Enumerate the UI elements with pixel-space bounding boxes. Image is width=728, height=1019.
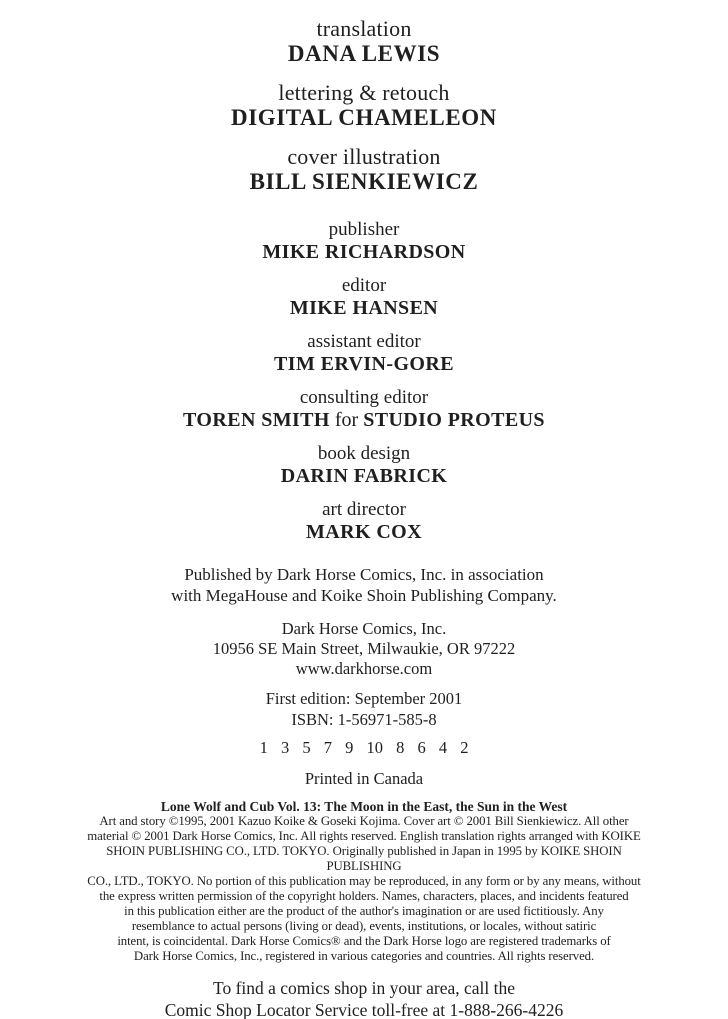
credit-role: consulting editor: [299, 387, 429, 408]
credit-editor: [0, 275, 728, 320]
credit-translation: [0, 16, 728, 67]
credit-role: lettering & retouch: [278, 80, 450, 105]
credit-name: [0, 409, 728, 432]
credit-consulting-editor: [0, 387, 728, 432]
credit-role: cover illustration: [287, 144, 441, 169]
credit-name: BILL SIENKIEWICZ: [249, 169, 479, 194]
credits-section-secondary: [0, 219, 728, 544]
credit-lettering-retouch: [0, 80, 728, 131]
credit-name: DANA LEWIS: [287, 41, 441, 66]
publisher-website: www.darkhorse.com: [295, 659, 433, 678]
legal-text-line: SHOIN PUBLISHING CO., LTD. TOKYO. Originally published in Japan in 1995 by KOIKE SHOIN PUBLISHING: [106, 844, 622, 873]
comic-shop-locator-line: Comic Shop Locator Service toll-free at 1-888-266-4226: [164, 1000, 564, 1019]
publisher-company: Dark Horse Comics, Inc.: [281, 619, 447, 638]
legal-text-line: material © 2001 Dark Horse Comics, Inc. All rights reserved. English translation rights arranged with KOIKE: [87, 829, 641, 843]
credit-cover-illustration: [0, 144, 728, 195]
edition-info: [0, 688, 728, 730]
comic-shop-locator-note: [0, 977, 728, 1019]
legal-text-line: CO., LTD., TOKYO. No portion of this publication may be reproduced, in any form or by any means, without: [87, 874, 641, 888]
legal-text-line: the express written permission of the copyright holders. Names, characters, places, and incidents featured: [99, 889, 629, 903]
publisher-note-line: Published by Dark Horse Comics, Inc. in association: [184, 565, 544, 584]
print-run-numbers: 1 3 5 7 9 10 8 6 4 2: [259, 738, 469, 757]
credit-name: TIM ERVIN-GORE: [274, 353, 454, 375]
publisher-note: [0, 564, 728, 606]
comic-shop-locator-line: To find a comics shop in your area, call the: [212, 978, 515, 998]
credit-name-part: STUDIO PROTEUS: [363, 409, 545, 431]
credit-role: art director: [322, 499, 406, 520]
legal-text-line: Art and story ©1995, 2001 Kazuo Koike & Goseki Kojima. Cover art © 2001 Bill Sienkiewicz. All other: [99, 814, 629, 828]
credit-role: book design: [317, 443, 411, 464]
credit-name-connector: for: [329, 409, 364, 431]
credit-name: DARIN FABRICK: [280, 465, 448, 487]
credit-art-director: [0, 499, 728, 544]
legal-text-line: intent, is coincidental. Dark Horse Comics® and the Dark Horse logo are registered trademarks of: [117, 934, 611, 948]
publisher-street-address: 10956 SE Main Street, Milwaukie, OR 97222: [212, 639, 516, 658]
credit-publisher: [0, 219, 728, 264]
credit-assistant-editor: [0, 331, 728, 376]
legal-text-line: in this publication either are the product of the author's imagination or are used fictitiously. Any: [124, 904, 604, 918]
credits-section-primary: [0, 16, 728, 195]
credit-role: publisher: [328, 219, 400, 240]
credit-role: assistant editor: [307, 331, 421, 352]
printed-in-country: Printed in Canada: [304, 769, 424, 788]
credit-name-part: TOREN SMITH: [183, 409, 330, 431]
credit-name: MIKE RICHARDSON: [262, 241, 466, 263]
credit-role: translation: [316, 16, 412, 41]
first-edition-date: First edition: September 2001: [265, 689, 463, 708]
credit-name: MIKE HANSEN: [289, 297, 439, 319]
isbn-number: ISBN: 1-56971-585-8: [291, 710, 437, 729]
credit-role: editor: [341, 275, 387, 296]
credit-name: MARK COX: [306, 521, 422, 543]
legal-notice: [72, 799, 656, 964]
publisher-address: [0, 619, 728, 679]
credit-name: DIGITAL CHAMELEON: [230, 105, 497, 130]
credit-book-design: [0, 443, 728, 488]
legal-text-line: Dark Horse Comics, Inc., registered in various categories and countries. All rights reserved.: [133, 949, 595, 963]
book-title: Lone Wolf and Cub Vol. 13: The Moon in the East, the Sun in the West: [160, 799, 568, 814]
publisher-note-line: with MegaHouse and Koike Shoin Publishing Company.: [171, 586, 557, 605]
legal-text-line: resemblance to actual persons (living or dead), events, institutions, or locales, without satiric: [131, 919, 597, 933]
